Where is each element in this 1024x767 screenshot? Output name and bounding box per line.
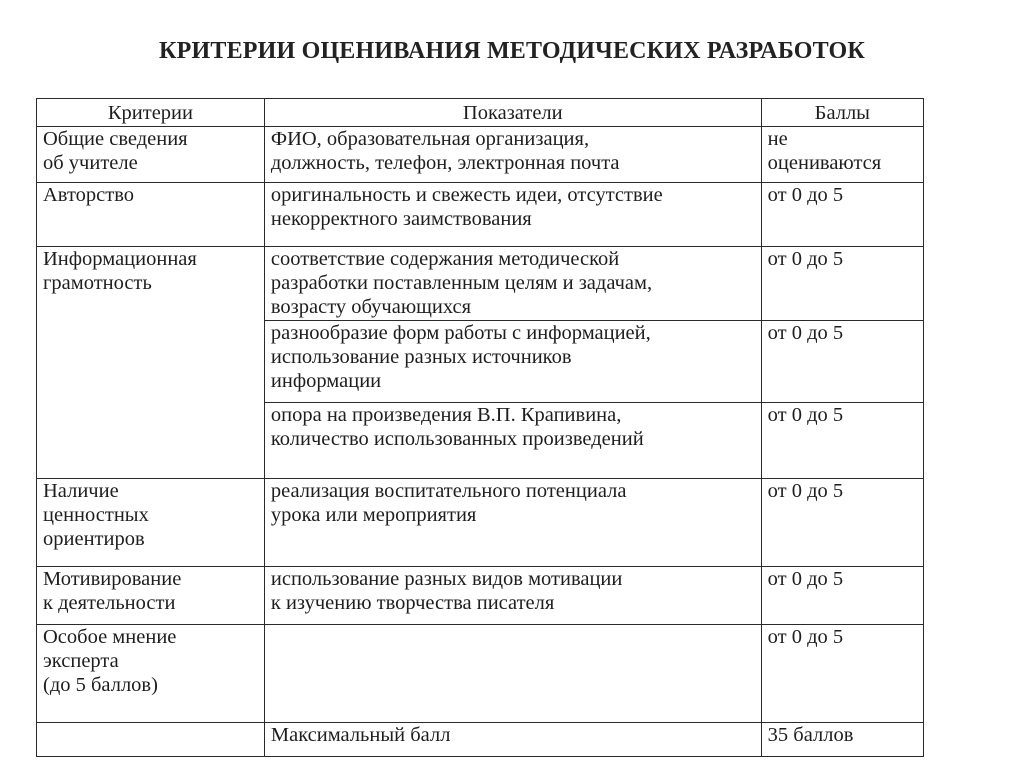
indicator-cell: оригинальность и свежесть идеи, отсутствие некорректного заимствования [264, 183, 761, 247]
indicator-cell: соответствие содержания методической разработки поставленным целям и задачам, возрасту обучающихся [264, 247, 761, 321]
score-cell: от 0 до 5 [761, 403, 923, 479]
max-score-label: Максимальный балл [264, 723, 761, 757]
criterion-cell [37, 723, 265, 757]
criterion-cell: Наличие ценностных ориентиров [37, 479, 265, 567]
score-cell: от 0 до 5 [761, 247, 923, 321]
header-scores: Баллы [761, 99, 923, 127]
indicator-cell: реализация воспитательного потенциала урока или мероприятия [264, 479, 761, 567]
score-cell: не оцениваются [761, 127, 923, 183]
criterion-cell: Информационная грамотность [37, 247, 265, 479]
score-cell: от 0 до 5 [761, 567, 923, 625]
max-score-value: 35 баллов [761, 723, 923, 757]
header-criteria: Критерии [37, 99, 265, 127]
table-header-row [37, 99, 924, 127]
header-indicators: Показатели [264, 99, 761, 127]
table-row [37, 479, 924, 567]
indicator-cell: разнообразие форм работы с информацией, использование разных источников информации [264, 321, 761, 403]
criterion-cell: Авторство [37, 183, 265, 247]
criterion-cell: Мотивирование к деятельности [37, 567, 265, 625]
table-row-total [37, 723, 924, 757]
score-cell: от 0 до 5 [761, 321, 923, 403]
table-row [37, 247, 924, 321]
table-row [37, 127, 924, 183]
indicator-cell: ФИО, образовательная организация, должность, телефон, электронная почта [264, 127, 761, 183]
table-row [37, 183, 924, 247]
indicator-cell [264, 625, 761, 723]
indicator-cell: опора на произведения В.П. Крапивина, количество использованных произведений [264, 403, 761, 479]
criteria-table [36, 98, 924, 757]
score-cell: от 0 до 5 [761, 479, 923, 567]
table-row [37, 625, 924, 723]
score-cell: от 0 до 5 [761, 183, 923, 247]
score-cell: от 0 до 5 [761, 625, 923, 723]
criterion-cell: Особое мнение эксперта (до 5 баллов) [37, 625, 265, 723]
indicator-cell: использование разных видов мотивации к изучению творчества писателя [264, 567, 761, 625]
table-row [37, 567, 924, 625]
page-title: КРИТЕРИИ ОЦЕНИВАНИЯ МЕТОДИЧЕСКИХ РАЗРАБОТОК [159, 38, 865, 64]
criterion-cell: Общие сведения об учителе [37, 127, 265, 183]
